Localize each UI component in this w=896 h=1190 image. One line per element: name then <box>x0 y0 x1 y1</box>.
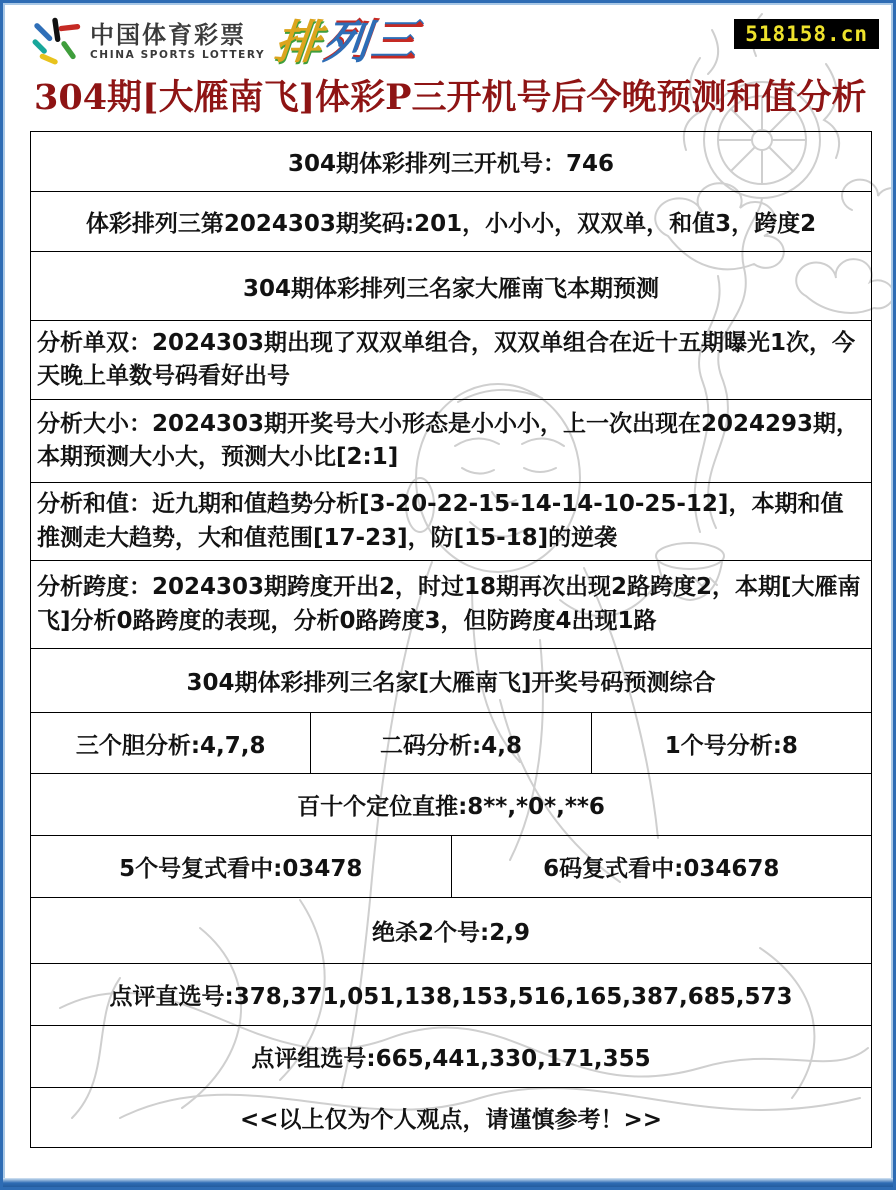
row-dan-analysis <box>31 713 871 774</box>
row-open-number-text: 304期体彩排列三开机号：746 <box>287 151 615 177</box>
brand-text <box>90 20 266 62</box>
product-char-1: 排 <box>272 15 327 69</box>
cell-one-number: 1个号分析:8 <box>664 732 798 759</box>
row-analysis-span-text: 分析跨度：2024303期跨度开出2，时过18期再次出现2路跨度2，本期[大雁南飞]分析0路跨度的表现，分析0路跨度3，但防跨度4出现1路 <box>37 574 861 634</box>
sports-lottery-figure-icon <box>28 15 82 69</box>
product-char-2: 列 <box>320 15 375 69</box>
row-kill-numbers <box>31 898 871 964</box>
product-char-3: 三 <box>368 15 423 69</box>
row-disclaimer <box>31 1088 871 1147</box>
row-analysis-span <box>31 561 871 649</box>
product-logo-pailiesan <box>272 15 423 69</box>
row-disclaimer-text: <<以上仅为个人观点，请谨慎参考！>> <box>239 1107 663 1133</box>
row-position-direct <box>31 774 871 836</box>
row-analysis-sum-value <box>31 483 871 561</box>
cell-three-dan: 三个胆分析:4,7,8 <box>31 713 311 773</box>
prediction-table <box>30 131 872 1148</box>
row-position-direct-text: 百十个定位直推:8**,*0*,**6 <box>297 794 605 820</box>
row-analysis-sum-value-text: 分析和值：近九期和值趋势分析[3-20-22-15-14-14-10-25-12]，本期和值推测走大趋势，大和值范围[17-23]，防[15-18]的逆袭 <box>37 491 844 551</box>
row-analysis-big-small <box>31 400 871 483</box>
brand-name-en: CHINA SPORTS LOTTERY <box>90 49 266 62</box>
row-expert-prediction-header <box>31 252 871 321</box>
row-expert-prediction-header-text: 304期体彩排列三名家大雁南飞本期预测 <box>242 275 659 302</box>
brand-name-cn: 中国体育彩票 <box>90 20 246 49</box>
row-last-result-text: 体彩排列三第2024303期奖码:201，小小小，双双单，和值3，跨度2 <box>85 211 817 237</box>
row-analysis-odd-even <box>31 321 871 400</box>
row-group-picks <box>31 1026 871 1088</box>
cell-two-code: 二码分析:4,8 <box>311 713 591 773</box>
cell-six-code-complex: 6码复式看中:034678 <box>543 856 780 882</box>
row-combined-prediction-header <box>31 649 871 713</box>
row-analysis-big-small-text: 分析大小：2024303期开奖号大小形态是小小小，上一次出现在2024293期，本期预测大小大，预测大小比[2:1] <box>37 410 860 470</box>
row-direct-picks-text: 点评直选号:378,371,051,138,153,516,165,387,685,573 <box>109 984 793 1010</box>
row-combined-prediction-header-text: 304期体彩排列三名家[大雁南飞]开奖号码预测综合 <box>186 670 716 696</box>
row-direct-picks <box>31 964 871 1026</box>
cell-five-number-complex: 5个号复式看中:03478 <box>31 836 452 897</box>
site-badge: 518158.cn <box>734 19 879 49</box>
row-group-picks-text: 点评组选号:665,441,330,171,355 <box>251 1046 651 1072</box>
row-kill-numbers-text: 绝杀2个号:2,9 <box>372 920 530 946</box>
page-title: 304期[大雁南飞]体彩P三开机号后今晚预测和值分析 <box>34 77 867 118</box>
row-last-result <box>31 192 871 252</box>
row-complex-picks <box>31 836 871 898</box>
row-analysis-odd-even-text: 分析单双：2024303期出现了双双单组合，双双单组合在近十五期曝光1次，今天晚上单数号码看好出号 <box>37 329 856 389</box>
row-open-number <box>31 132 871 192</box>
header <box>28 14 423 70</box>
